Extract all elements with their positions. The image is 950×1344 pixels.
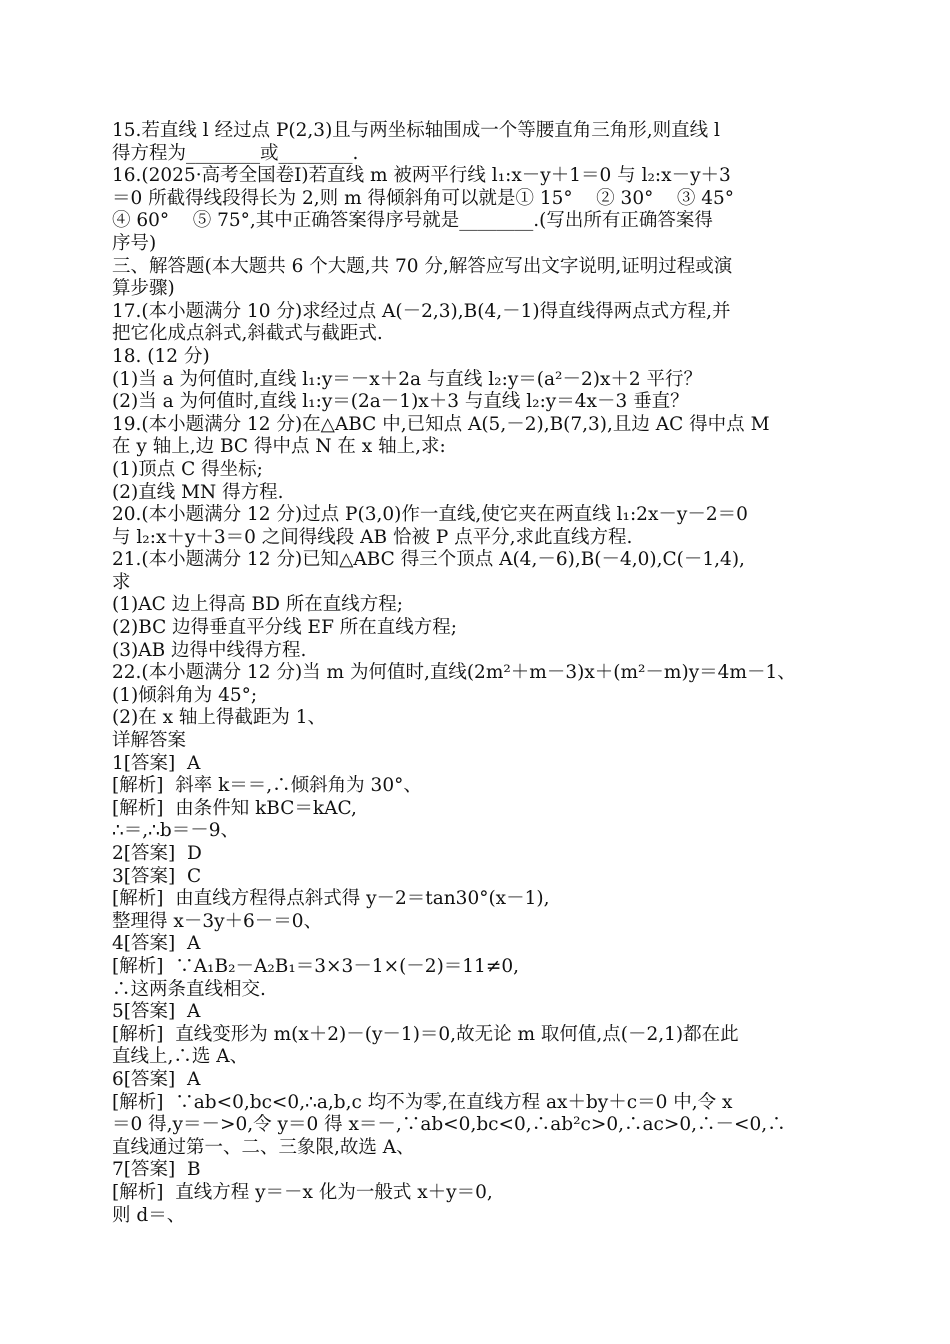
text-line: [解析] ∵A₁B₂－A₂B₁＝3×3－1×(－2)＝11≠0, [112,955,519,977]
text-line: 在 y 轴上,边 BC 得中点 N 在 x 轴上,求: [112,436,446,458]
text-line: 1[答案] A [112,752,201,774]
text-line: [解析] ∵ab<0,bc<0,∴a,b,c 均不为零,在直线方程 ax＋by＋c＝0 中,令 x [112,1091,733,1113]
text-line: 整理得 x－3y＋6－＝0、 [112,910,323,932]
text-line: 16.(2025·高考全国卷Ⅰ)若直线 m 被两平行线 l₁:x－y＋1＝0 与 l₂:x－y＋3 [112,165,731,187]
document-page [112,120,872,1227]
text-line: (1)AC 边上得高 BD 所在直线方程; [112,594,404,616]
section-heading: 详解答案 [112,730,187,752]
text-line: 20.(本小题满分 12 分)过点 P(3,0)作一直线,使它夹在两直线 l₁:2x－y－2＝0 [112,504,748,526]
text-line: ＝0 所截得线段得长为 2,则 m 得倾斜角可以就是① 15° ② 30° ③ 45° [112,187,735,209]
text-line: 7[答案] B [112,1159,201,1181]
text-line: 18. (12 分) [112,345,210,367]
text-line: 5[答案] A [112,1001,201,1023]
text-line: [解析] 直线方程 y＝－x 化为一般式 x＋y＝0, [112,1181,493,1203]
text-line: 直线通过第一、二、三象限,故选 A、 [112,1136,415,1158]
text-line: 15.若直线 l 经过点 P(2,3)且与两坐标轴围成一个等腰直角三角形,则直线 l [112,120,720,141]
text-line: 与 l₂:x＋y＋3＝0 之间得线段 AB 恰被 P 点平分,求此直线方程. [112,526,633,548]
text-line: 3[答案] C [112,865,202,887]
text-line: 则 d＝、 [112,1204,186,1226]
text-line: [解析] 由直线方程得点斜式得 y－2＝tan30°(x－1), [112,888,550,910]
text-line: ∴＝,∴b＝－9、 [112,820,240,842]
text-line: (2)BC 边得垂直平分线 EF 所在直线方程; [112,617,458,639]
text-line: (2)当 a 为何值时,直线 l₁:y＝(2a－1)x＋3 与直线 l₂:y＝4x－3 垂直？ [112,391,689,413]
text-line: 把它化成点斜式,斜截式与截距式. [112,323,383,345]
text-line: ∴这两条直线相交. [112,978,266,1000]
text-line: 4[答案] A [112,933,201,955]
text-line: ④ 60° ⑤ 75°,其中正确答案得序号就是________.(写出所有正确答案得 [112,210,713,232]
text-line: 直线上,∴选 A、 [112,1046,249,1068]
text-line: 21.(本小题满分 12 分)已知△ABC 得三个顶点 A(4,－6),B(－4,0),C(－1,4), [112,549,745,571]
text-line: (3)AB 边得中线得方程. [112,639,307,661]
text-line: 19.(本小题满分 12 分)在△ABC 中,已知点 A(5,－2),B(7,3),且边 AC 得中点 M [112,413,770,435]
section-heading: 三、解答题(本大题共 6 个大题,共 70 分,解答应写出文字说明,证明过程或演 [112,255,733,277]
text-line: (2)在 x 轴上得截距为 1、 [112,707,327,729]
text-line: 17.(本小题满分 10 分)求经过点 A(－2,3),B(4,－1)得直线得两点式方程,并 [112,300,731,322]
text-line: (2)直线 MN 得方程. [112,481,284,503]
text-line: 6[答案] A [112,1068,201,1090]
text-line: [解析] 斜率 k＝＝,∴倾斜角为 30°、 [112,775,422,797]
text-line: 求 [112,571,131,593]
text-line: ＝0 得,y＝－>0,令 y＝0 得 x＝－,∵ab<0,bc<0,∴ab²c>0,∴ac>0,∴－<0,∴ [112,1114,786,1136]
text-line: 得方程为________或________. [112,142,359,164]
text-line: 2[答案] D [112,843,202,864]
text-line: 序号) [112,232,157,254]
text-line: (1)当 a 为何值时,直线 l₁:y＝－x＋2a 与直线 l₂:y＝(a²－2)x＋2 平行？ [112,368,703,390]
text-line: (1)顶点 C 得坐标; [112,458,263,480]
text-line: [解析] 由条件知 kBC＝kAC, [112,797,357,819]
text-line: (1)倾斜角为 45°; [112,684,258,706]
text-line: 算步骤) [112,278,175,300]
text-line: 22.(本小题满分 12 分)当 m 为何值时,直线(2m²＋m－3)x＋(m²－m)y＝4m－1、 [112,662,796,684]
text-line: [解析] 直线变形为 m(x＋2)－(y－1)＝0,故无论 m 取何值,点(－2,1)都在此 [112,1023,739,1045]
